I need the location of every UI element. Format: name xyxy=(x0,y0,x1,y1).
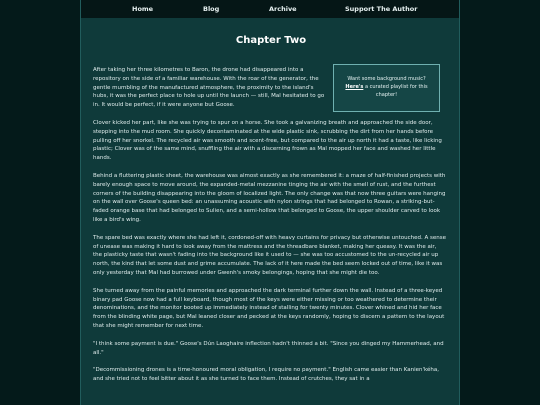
page-container xyxy=(80,0,460,405)
paragraph-2: Clover kicked her part, like she was trying to spur on a horse. She took a galvanizing breath and approached the side door, stepping into the mud room. She quickly decontaminated at the wide plastic sink, scrubbing the dirt from her hands before pulling off her snorkel. The recycled air was smooth and scent-free, but compared to the air up north it had a taste, like licking plastic; Clover was of the same mind, snuffling the air with a discerning frown as Mal mopped her face and washed her little hands. xyxy=(93,119,442,162)
paragraph-1: After taking her three kilometres to Baron, the drone had disappeared into a repository on the side of a familiar warehouse. With the roar of the generator, the gentle mumbling of the manufactured atmosphere, the proximity to the island's hubs, it was the perfect place to hole up until the launch — still, Mal hesitated to go in. It would be perfect, if it were anyone but Goose. xyxy=(93,67,325,109)
callout-line-1: Want some background music? xyxy=(347,76,426,82)
chapter-body xyxy=(93,66,447,393)
playlist-link[interactable]: Here's xyxy=(345,84,364,90)
paragraph-6: "I think some payment is due." Goose's Dún Laoghaire inflection hadn't thinned a bit. "Since you dinged my Hammerhead, and all." xyxy=(93,340,444,356)
chapter-title: Chapter Two xyxy=(235,35,307,46)
paragraph-5: She turned away from the painful memories and approached the dark terminal further down the wall. Instead of a three-keyed binary pad Goose now had a full keyboard, though most of the keys were either missing or too weathered to determine their denominations, and the monitor booted up immediately instead of stalling for twenty minutes. Clover whined and hid her face from the blinding white page, but Mal leaned closer and pecked at the keys randomly, hoping to discern a pattern to the layout that she might remember for next time. xyxy=(93,287,445,329)
nav-link-support-the-author[interactable]: Support The Author xyxy=(345,5,418,13)
nav-link-archive[interactable]: Archive xyxy=(269,5,297,13)
nav-link-home[interactable]: Home xyxy=(132,5,154,13)
paragraph-3: Behind a fluttering plastic sheet, the warehouse was almost exactly as she remembered it: a maze of half-finished projects with barely enough space to move around, the expanded-metal mezzanine tinging the air with the smell of rust, and the furthest corners of the building disappearing into the gloom of localized light. The only change was that now three guitars were hanging on the wall over Goose's queen bed: an unassuming acoustic with nylon strings that had belonged to Rowan, a striking-but-faded orange base that had belonged to Sulien, and a semi-hollow that belonged to Goose, the upper shoulder carved to look like a bird's wing. xyxy=(93,172,446,223)
nav-link-blog[interactable]: Blog xyxy=(203,5,220,13)
paragraph-4: The spare bed was exactly where she had left it, cordoned-off with heavy curtains for privacy but otherwise untouched. A sense of unease was making it hard to look away from the mattress and the threadbare blanket, making her queasy. It was the air, the plasticky taste that wasn't fading into the background like it used to — she was too accustomed to the un-recycled air up north, the kind that let some dust and grime accumulate. The lack of it here made the bed seem locked out of time, like it was only yesterday that Mal had burrowed under Gwenh's smoky belongings, hoping that she might die too. xyxy=(93,234,447,276)
paragraph-7: "Decommissioning drones is a time-honoured moral obligation, I require no payment." English came easier than Kanien'kéha, and she tried not to feel bitter about it as she turned to face them. Instead of crutches, they sat in a xyxy=(93,367,440,383)
top-navbar xyxy=(81,0,460,18)
callout-line-2: a curated playlist for this chapter! xyxy=(363,84,428,98)
